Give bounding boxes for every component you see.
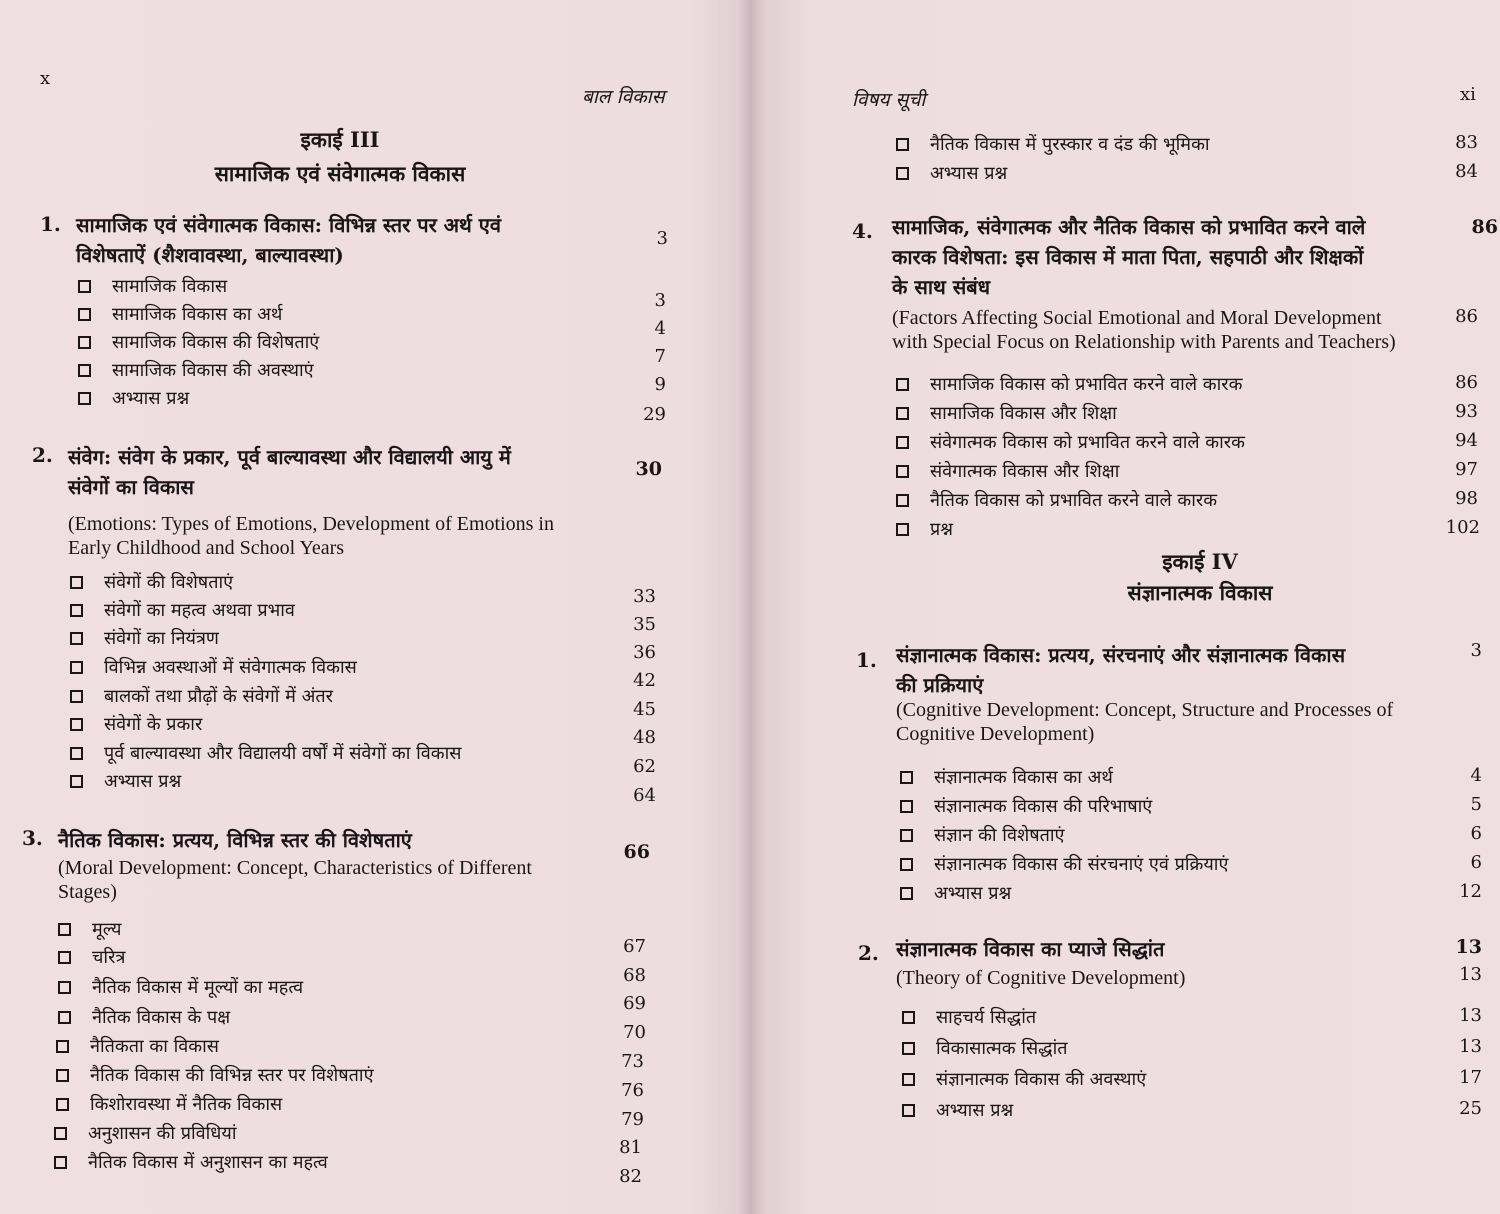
list-item: नैतिक विकास में पुरस्कार व दंड की भूमिका	[896, 132, 1456, 160]
section-number: 2.	[32, 443, 53, 467]
section-number: 2.	[858, 941, 879, 965]
item-page: 35	[633, 614, 656, 635]
section-number: 3.	[22, 826, 43, 850]
section-title-line: के साथ संबंध	[892, 275, 991, 299]
section-title-line: सामाजिक एवं संवेगात्मक विकास: विभिन्न स्तर पर अर्थ एवं	[76, 213, 501, 237]
item-page: 13	[1459, 1036, 1482, 1057]
item-page: 81	[619, 1137, 642, 1158]
list-item: नैतिक विकास के पक्ष	[58, 1005, 658, 1033]
item-page: 17	[1459, 1067, 1482, 1088]
checkbox-icon	[900, 800, 913, 813]
checkbox-icon	[56, 1040, 69, 1053]
item-page: 98	[1455, 488, 1478, 509]
list-item: संज्ञानात्मक विकास की संरचनाएं एवं प्रक्रियाएं	[900, 852, 1460, 880]
checkbox-icon	[896, 465, 909, 478]
checkbox-icon	[896, 436, 909, 449]
english-line: (Factors Affecting Social Emotional and Moral Development	[892, 307, 1382, 329]
section-title	[896, 934, 1456, 964]
checkbox-icon	[54, 1127, 67, 1140]
list-item: विकासात्मक सिद्धांत	[902, 1036, 1462, 1064]
list-item: नैतिक विकास को प्रभावित करने वाले कारक	[896, 488, 1456, 516]
checkbox-icon	[896, 378, 909, 391]
list-item: चरित्र	[58, 945, 658, 973]
list-item: सामाजिक विकास की विशेषताएं	[78, 330, 678, 358]
item-page: 5	[1470, 794, 1482, 815]
list-item: संवेगों का नियंत्रण	[70, 626, 670, 654]
checkbox-icon	[902, 1104, 915, 1117]
english-line: (Moral Development: Concept, Characteristics of Different	[58, 857, 532, 879]
left-page	[0, 0, 740, 1214]
list-item: मूल्य	[58, 917, 658, 945]
checkbox-icon	[58, 951, 71, 964]
list-item: किशोरावस्था में नैतिक विकास	[56, 1092, 656, 1120]
item-page: 83	[1455, 132, 1478, 153]
item-page: 36	[633, 642, 656, 663]
list-item: संज्ञानात्मक विकास की परिभाषाएं	[900, 794, 1460, 822]
item-page: 102	[1445, 517, 1480, 538]
item-page: 79	[621, 1109, 644, 1130]
list-item: संवेगात्मक विकास और शिक्षा	[896, 459, 1456, 487]
section-title-line: संज्ञानात्मक विकास का प्याजे सिद्धांत	[896, 937, 1165, 961]
checkbox-icon	[70, 661, 83, 674]
item-page: 68	[623, 965, 646, 986]
list-item: नैतिक विकास में मूल्यों का महत्व	[58, 975, 658, 1003]
checkbox-icon	[896, 407, 909, 420]
list-item: साहचर्य सिद्धांत	[902, 1005, 1462, 1033]
item-page: 67	[623, 936, 646, 957]
section-page: 30	[635, 458, 662, 480]
section-english-title	[68, 512, 628, 560]
item-page: 84	[1455, 161, 1478, 182]
right-page	[760, 0, 1500, 1214]
item-page: 6	[1470, 852, 1482, 873]
item-page: 70	[623, 1022, 646, 1043]
checkbox-icon	[78, 280, 91, 293]
item-page: 62	[633, 756, 656, 777]
english-line: (Emotions: Types of Emotions, Development of Emotions in	[68, 513, 554, 535]
list-item: संवेगात्मक विकास को प्रभावित करने वाले कारक	[896, 430, 1456, 458]
item-page: 25	[1459, 1098, 1482, 1119]
section-title	[68, 442, 628, 502]
unit-heading: इकाई III	[300, 127, 380, 152]
checkbox-icon	[78, 392, 91, 405]
section-english-page: 86	[1455, 306, 1478, 327]
section-title-line: सामाजिक, संवेगात्मक और नैतिक विकास को प्रभावित करने वाले	[892, 215, 1366, 239]
list-item: नैतिक विकास की विभिन्न स्तर पर विशेषताएं	[56, 1063, 656, 1091]
item-page: 4	[1470, 765, 1482, 786]
section-title-line: की प्रक्रियाएं	[896, 673, 984, 697]
section-english-title	[896, 966, 1456, 990]
section-title-line: संवेगों का विकास	[68, 475, 194, 499]
item-page: 29	[643, 404, 666, 425]
checkbox-icon	[896, 138, 909, 151]
section-title	[76, 210, 636, 270]
running-head: बाल विकास	[582, 86, 665, 108]
english-line: with Special Focus on Relationship with Parents and Teachers)	[892, 331, 1396, 353]
english-line: Early Childhood and School Years	[68, 537, 345, 559]
list-item: सामाजिक विकास का अर्थ	[78, 302, 678, 330]
list-item: प्रश्न	[896, 517, 1456, 545]
page-folio: xi	[1460, 84, 1476, 105]
section-title	[896, 640, 1456, 700]
section-page: 13	[1455, 936, 1482, 958]
checkbox-icon	[70, 775, 83, 788]
list-item: संज्ञान की विशेषताएं	[900, 823, 1460, 851]
list-item: सामाजिक विकास की अवस्थाएं	[78, 358, 678, 386]
english-line: (Theory of Cognitive Development)	[896, 967, 1186, 989]
list-item: विभिन्न अवस्थाओं में संवेगात्मक विकास	[70, 655, 670, 683]
section-title-line: संज्ञानात्मक विकास: प्रत्यय, संरचनाएं और संज्ञानात्मक विकास	[896, 643, 1346, 667]
checkbox-icon	[70, 632, 83, 645]
list-item: संज्ञानात्मक विकास की अवस्थाएं	[902, 1067, 1462, 1095]
list-item: अनुशासन की प्रविधियां	[54, 1121, 654, 1149]
page-folio: x	[40, 68, 51, 89]
list-item: बालकों तथा प्रौढ़ों के संवेगों में अंतर	[70, 684, 670, 712]
list-item: नैतिकता का विकास	[56, 1034, 656, 1062]
list-item: संवेगों का महत्व अथवा प्रभाव	[70, 598, 670, 626]
section-english-title	[892, 306, 1452, 354]
item-page: 3	[654, 290, 666, 311]
item-page: 93	[1455, 401, 1478, 422]
item-page: 86	[1455, 372, 1478, 393]
list-item: संज्ञानात्मक विकास का अर्थ	[900, 765, 1460, 793]
section-page: 86	[1471, 216, 1498, 238]
checkbox-icon	[70, 747, 83, 760]
checkbox-icon	[70, 604, 83, 617]
checkbox-icon	[902, 1073, 915, 1086]
checkbox-icon	[56, 1098, 69, 1111]
list-item: अभ्यास प्रश्न	[900, 881, 1460, 909]
item-page: 48	[633, 727, 656, 748]
english-line: Stages)	[58, 881, 117, 903]
item-page: 82	[619, 1166, 642, 1187]
list-item: पूर्व बाल्यावस्था और विद्यालयी वर्षों में संवेगों का विकास	[70, 741, 670, 769]
list-item: अभ्यास प्रश्न	[902, 1098, 1462, 1126]
list-item: सामाजिक विकास	[78, 274, 678, 302]
checkbox-icon	[70, 576, 83, 589]
section-number: 1.	[856, 648, 877, 672]
item-page: 4	[654, 318, 666, 339]
item-page: 13	[1459, 1005, 1482, 1026]
item-page: 45	[633, 699, 656, 720]
list-item: सामाजिक विकास और शिक्षा	[896, 401, 1456, 429]
section-page: 3	[1470, 640, 1482, 661]
item-page: 69	[623, 993, 646, 1014]
item-page: 73	[621, 1051, 644, 1072]
checkbox-icon	[58, 923, 71, 936]
checkbox-icon	[70, 690, 83, 703]
list-item: संवेगों के प्रकार	[70, 712, 670, 740]
list-item: संवेगों की विशेषताएं	[70, 570, 670, 598]
item-page: 12	[1459, 881, 1482, 902]
english-line: Cognitive Development)	[896, 723, 1095, 745]
item-page: 6	[1470, 823, 1482, 844]
list-item: अभ्यास प्रश्न	[78, 386, 678, 414]
list-item: सामाजिक विकास को प्रभावित करने वाले कारक	[896, 372, 1456, 400]
section-number: 1.	[40, 212, 61, 236]
item-page: 97	[1455, 459, 1478, 480]
unit-subtitle: सामाजिक एवं संवेगात्मक विकास	[214, 161, 466, 186]
section-title	[58, 825, 618, 855]
item-page: 94	[1455, 430, 1478, 451]
list-item: अभ्यास प्रश्न	[70, 769, 670, 797]
section-english-page: 13	[1459, 964, 1482, 985]
checkbox-icon	[78, 364, 91, 377]
section-number: 4.	[852, 219, 873, 243]
checkbox-icon	[58, 1011, 71, 1024]
item-page: 42	[633, 670, 656, 691]
checkbox-icon	[900, 887, 913, 900]
section-title-line: नैतिक विकास: प्रत्यय, विभिन्न स्तर की विशेषताएं	[58, 828, 412, 852]
checkbox-icon	[54, 1156, 67, 1169]
checkbox-icon	[78, 336, 91, 349]
checkbox-icon	[78, 308, 91, 321]
checkbox-icon	[58, 981, 71, 994]
checkbox-icon	[896, 494, 909, 507]
checkbox-icon	[56, 1069, 69, 1082]
unit-heading: इकाई IV	[1162, 549, 1238, 574]
unit-subtitle: संज्ञानात्मक विकास	[1127, 580, 1273, 605]
running-head: विषय सूची	[852, 89, 926, 111]
section-title	[892, 212, 1452, 302]
item-page: 9	[654, 374, 666, 395]
section-english-title	[58, 856, 618, 904]
checkbox-icon	[902, 1011, 915, 1024]
list-item: अभ्यास प्रश्न	[896, 161, 1456, 189]
checkbox-icon	[896, 167, 909, 180]
checkbox-icon	[900, 771, 913, 784]
section-english-title	[896, 698, 1456, 746]
english-line: (Cognitive Development: Concept, Structure and Processes of	[896, 699, 1394, 721]
checkbox-icon	[902, 1042, 915, 1055]
checkbox-icon	[900, 858, 913, 871]
checkbox-icon	[896, 523, 909, 536]
checkbox-icon	[900, 829, 913, 842]
item-page: 64	[633, 785, 656, 806]
section-title-line: संवेग: संवेग के प्रकार, पूर्व बाल्यावस्था और विद्यालयी आयु में	[68, 445, 511, 469]
item-page: 33	[633, 586, 656, 607]
section-page: 66	[623, 841, 650, 863]
item-page: 76	[621, 1080, 644, 1101]
list-item: नैतिक विकास में अनुशासन का महत्व	[54, 1150, 654, 1178]
checkbox-icon	[70, 718, 83, 731]
section-title-line: विशेषताऐं (शैशवावस्था, बाल्यावस्था)	[76, 243, 344, 267]
item-page: 7	[654, 346, 666, 367]
section-page: 3	[656, 228, 668, 249]
section-title-line: कारक विशेषता: इस विकास में माता पिता, सहपाठी और शिक्षकों	[892, 245, 1364, 269]
